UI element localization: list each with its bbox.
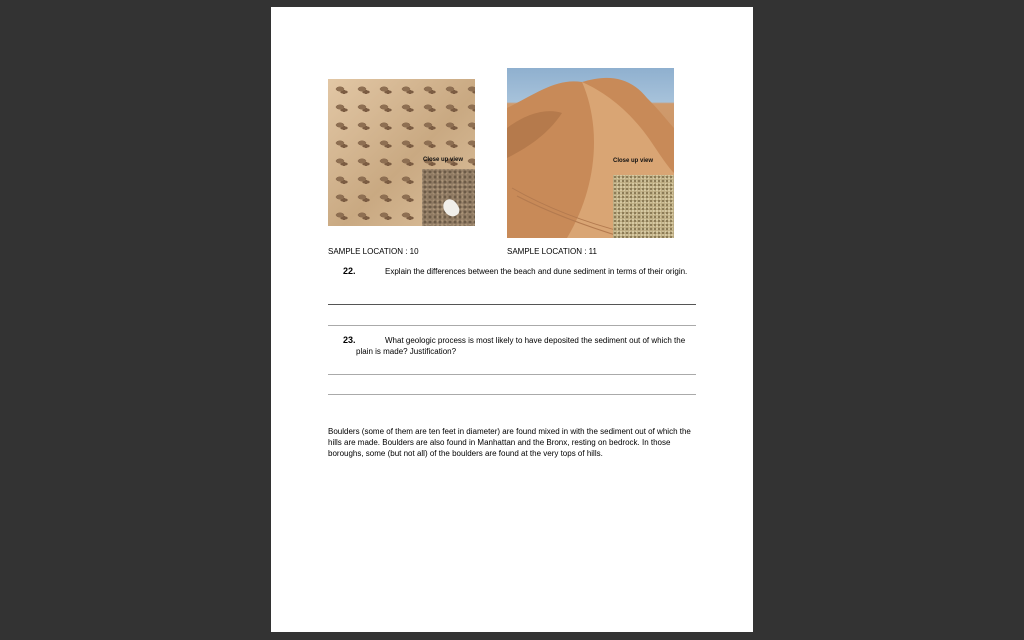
- sample-location-10-label: SAMPLE LOCATION : 10: [328, 247, 419, 256]
- answer-line: [328, 374, 696, 375]
- boulders-paragraph: Boulders (some of them are ten feet in diameter) are found mixed in with the sediment out of which the hills are made. Boulders are also found in Manhattan and the Bronx, resting on bedrock. In those boroughs, some (but not all) of the boulders are found at the very tops of hills.: [328, 427, 691, 458]
- beach-inset-label: Close up view: [423, 157, 464, 163]
- answer-line: [328, 325, 696, 326]
- question-22-text: Explain the differences between the beach and dune sediment in terms of their origin.: [385, 267, 688, 276]
- dune-inset-label: Close up view: [613, 158, 654, 164]
- question-22-number: 22.: [343, 266, 356, 276]
- shell-fragment: [440, 197, 462, 220]
- question-23-number: 23.: [343, 335, 356, 345]
- document-page: [271, 7, 753, 632]
- beach-closeup-inset: [422, 169, 475, 226]
- answer-line: [328, 394, 696, 395]
- dune-closeup-inset: [613, 175, 674, 238]
- beach-sand-photo: [328, 79, 475, 226]
- sample-location-11-label: SAMPLE LOCATION : 11: [507, 247, 597, 256]
- question-23-text: What geologic process is most likely to have deposited the sediment out of which the plain is made? Justification?: [356, 336, 686, 356]
- desert-dune-photo: [507, 68, 674, 238]
- answer-line: [328, 304, 696, 305]
